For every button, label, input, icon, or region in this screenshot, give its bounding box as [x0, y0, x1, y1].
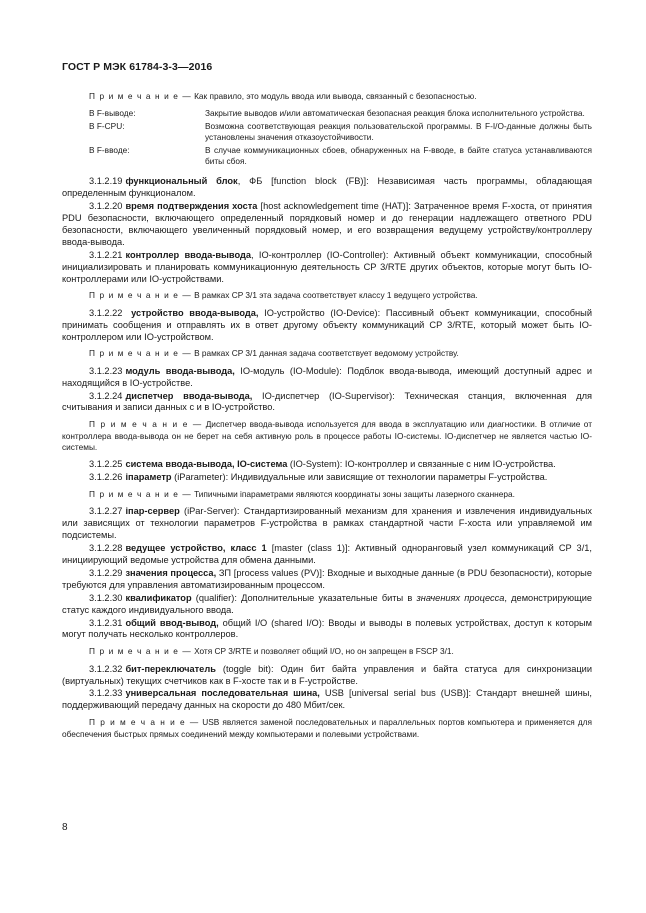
note-3-1-2-33 [62, 717, 592, 740]
entry-term: бит-переключатель [125, 663, 216, 674]
note-text: Как правило, это модуль ввода или вывода, связанный с безопасностью. [194, 91, 477, 101]
entry-number: 3.1.2.28 [89, 543, 123, 554]
entry-text: (qualifier): Дополнительные указательные биты в [191, 592, 417, 603]
definition-term: В F-выводе: [89, 108, 136, 119]
entry-3-1-2-33 [62, 688, 592, 712]
entry-text: (IO-System): IO-контроллер и связанные с ним IO-устройства. [287, 459, 556, 470]
note-text: Типичными iпараметрами являются координаты зоны защиты лазерного сканнера. [194, 489, 515, 500]
entry-number: 3.1.2.21 [89, 249, 123, 260]
entry-term: iпараметр [125, 472, 172, 483]
definition-desc: Возможна соответствующая реакция пользовательской программы. В F-I/O-данные должны быть установлены значения отказоустойчивости. [205, 121, 592, 143]
note-3-1-2-21 [62, 290, 592, 301]
note-text: Хотя CP 3/RTE и позволяет общий I/O, но он запрещен в FSCP 3/1. [194, 646, 454, 657]
entry-3-1-2-25 [62, 459, 592, 471]
page-number: 8 [62, 822, 68, 833]
note-3-1-2-24 [62, 419, 592, 453]
definition-row [62, 108, 592, 121]
definition-desc: В случае коммуникационных сбоев, обнаруженных на F-вводе, в байте статуса устанавливаются биты сбоя. [205, 145, 592, 167]
definition-row [62, 121, 592, 145]
note-label: П р и м е ч а н и е — [89, 419, 203, 430]
entry-term: система ввода-вывода, IO-система [125, 459, 288, 470]
entry-term: универсальная последовательная шина, [125, 688, 320, 699]
entry-3-1-2-31 [62, 618, 592, 642]
note-label: П р и м е ч а н и е — [89, 646, 192, 657]
entry-text: , IO-контроллер (IO-Controller): Активный объект коммуникации, способный инициализировать и планировать коммуникационную деятельность CP 3/RTE других объектов, которые могут быть IO-контроллерами или IO-устройствами. [62, 249, 592, 284]
entry-term: устройство ввода-вывода, [131, 307, 259, 318]
entry-3-1-2-28 [62, 543, 592, 567]
entry-number: 3.1.2.30 [89, 592, 123, 603]
entry-text: (iParameter): Индивидуальные или зависящие от технологии параметры F-устройства. [171, 472, 548, 483]
entry-term: модуль ввода-вывода, [125, 365, 235, 376]
note-label: П р и м е ч а н и е — [89, 489, 192, 500]
entry-text: , ФБ [function block (FB)]: Независимая часть программы, обладающая определенным функционалом. [62, 176, 592, 199]
entry-number: 3.1.2.32 [89, 663, 123, 674]
entry-term: функциональный блок [125, 176, 238, 187]
entry-number: 3.1.2.25 [89, 459, 123, 470]
entry-number: 3.1.2.29 [89, 567, 123, 578]
page-content [62, 91, 592, 746]
definition-row [62, 145, 592, 169]
note-text: В рамках CP 3/1 эта задача соответствует классу 1 ведущего устройства. [194, 290, 478, 301]
entry-text: общий I/O (shared I/O): Вводы и выводы в полевых устройствах, доступ к которым могут получать несколько контроллеров. [62, 617, 593, 640]
entry-3-1-2-19 [62, 176, 592, 200]
note-label: П р и м е ч а н и е — [89, 348, 192, 359]
entry-3-1-2-32 [62, 664, 592, 688]
entry-number: 3.1.2.31 [89, 617, 123, 628]
entry-italic-term: значениях процесса [416, 592, 505, 603]
note-3-1-2-22 [62, 348, 592, 359]
entry-text: [master (class 1)]: Активный одноранговый узел коммуникаций CP 3/1, инициирующий ведомые устройства для обмена данными. [62, 543, 592, 565]
entry-text: IO-модуль (IO-Module): Подблок ввода-вывода, имеющий доступный адрес и находящийся в IO-устройстве. [62, 365, 592, 388]
entry-number: 3.1.2.27 [89, 506, 123, 517]
entry-number: 3.1.2.26 [89, 472, 123, 483]
entry-term: контроллер ввода-вывода [125, 249, 252, 260]
note-text: Диспетчер ввода-вывода используется для ввода в эксплуатацию или диагностики. В отличие от контроллера ввода-вывода он не берет на себя активную роль в процессе работы IO-системы. IO-диспетчер не является частью IO-системы. [62, 419, 593, 452]
entry-number: 3.1.2.33 [89, 688, 123, 699]
entry-3-1-2-30 [62, 593, 592, 617]
entry-3-1-2-24 [62, 391, 592, 415]
entry-term: общий ввод-вывод, [125, 617, 219, 628]
entry-term: квалификатор [125, 592, 192, 603]
entry-3-1-2-21 [62, 250, 592, 286]
note-3-1-2-31 [62, 646, 592, 657]
entry-text: (iPar-Server): Стандартизированный механизм для хранения и извлечения индивидуальных или зависящих от технологии параметров F-устройства в рамках стандартной части F-хоста или управляемой им подсистемы. [62, 506, 592, 541]
note-label: П р и м е ч а н и е — [89, 91, 192, 101]
entry-term: iпар-сервер [125, 506, 180, 517]
entry-text: USB [universal serial bus (USB)]: Стандарт внешней шины, поддерживающий передачу данных на скорости до 480 Мбит/сек. [62, 688, 592, 711]
entry-text: ЗП [process values (PV)]: Входные и выходные данные (в PDU безопасности), которые требуются для управления автоматизированным процессом. [62, 567, 592, 590]
note-label: П р и м е ч а н и е — [89, 717, 200, 728]
entry-text: (toggle bit): Один бит байта управления и байта статуса для синхронизации (виртуальных) текущих счетчиков как в F-хосте так и в F-устройстве. [62, 663, 592, 686]
entry-text: , демонстрирующие статус каждого индивидуального ввода. [62, 592, 593, 615]
entry-text: IO-диспетчер (IO-Supervisor): Техническая станция, включенная для считывания и записи данных с и в IO-устройство. [62, 390, 592, 413]
entry-3-1-2-23 [62, 366, 592, 390]
entry-number: 3.1.2.23 [89, 365, 123, 376]
entry-3-1-2-22 [62, 308, 592, 344]
definition-term: В F-CPU: [89, 121, 125, 132]
entry-number: 3.1.2.24 [89, 390, 123, 401]
definition-desc: Закрытие выводов и/или автоматическая безопасная реакция блока исполнительного устройства. [205, 108, 585, 119]
entry-number: 3.1.2.19 [89, 176, 123, 187]
standard-header: ГОСТ Р МЭК 61784-3-3—2016 [62, 61, 213, 73]
entry-3-1-2-20 [62, 201, 592, 249]
entry-text: IO-устройство (IO-Device): Пассивный объект коммуникации, способный принимать сообщения и отправлять их в ответ другому объекту коммуникаций CP 3/RTE, который может быть IO-контроллером или IO-устройством. [62, 307, 592, 342]
note-text: USB является заменой последовательных и параллельных портов компьютера и применяется для обеспечения быстрых прямых соединений между компьютерами и полевыми устройствами. [62, 717, 592, 739]
entry-3-1-2-26 [62, 472, 592, 484]
entry-3-1-2-29 [62, 568, 592, 592]
entry-number: 3.1.2.20 [89, 201, 123, 212]
entry-term: ведущее устройство, класс 1 [125, 543, 267, 554]
entry-number: 3.1.2.22 [89, 307, 123, 318]
entry-text: [host acknowledgement time (HAT)]: Затраченное время F-хоста, от принятия PDU безопасности, включающего определенный порядковый номер и до генерации надлежащего ответного PDU безопасности, включающего увеличенный порядковый номер, и его возвращения ведущему устройству/контроллеру ввода-вывода. [62, 201, 593, 247]
note-text: В рамках CP 3/1 данная задача соответствует ведомому устройству. [194, 348, 459, 359]
note-label: П р и м е ч а н и е — [89, 290, 192, 301]
note-3-1-2-26 [62, 489, 592, 500]
entry-term: значения процесса, [125, 567, 217, 578]
note-top [62, 91, 592, 102]
definition-term: В F-вводе: [89, 145, 130, 156]
entry-3-1-2-27 [62, 506, 592, 542]
definition-table [62, 108, 592, 169]
entry-term: время подтверждения хоста [125, 201, 258, 212]
entry-term: диспетчер ввода-вывода, [125, 390, 253, 401]
